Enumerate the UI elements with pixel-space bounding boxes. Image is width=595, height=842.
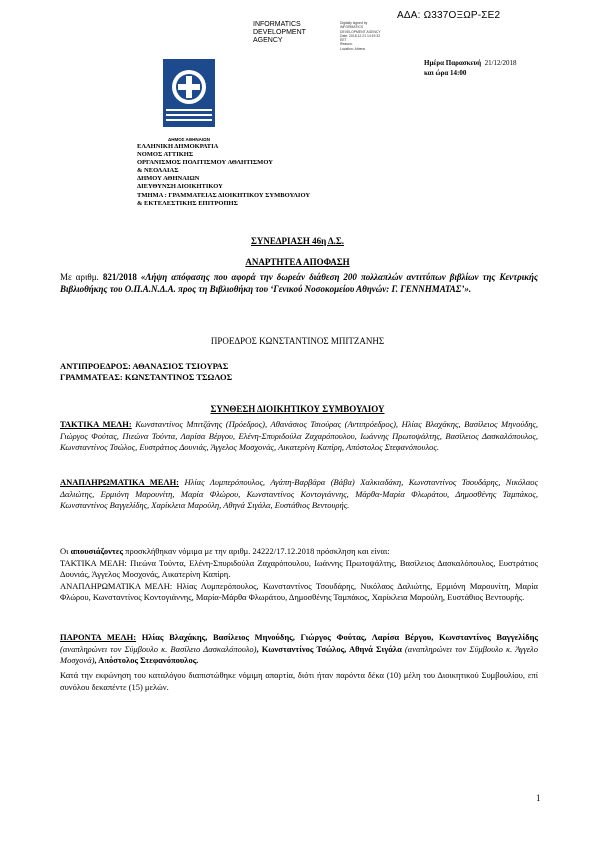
- ida-fine-line: Digitally signed by: [340, 21, 368, 25]
- absent-intro: προσκλήθηκαν νόμιμα με την αριθμ. 24222/17.12.2018 πρόσκληση και είναι:: [123, 546, 390, 556]
- absent-substitute-list: ΑΝΑΠΛΗΡΩΜΑΤΙΚΑ ΜΕΛΗ: Ηλίας Λυμπερόπουλος, Κωνσταντίνος Τσουδάρης, Νικόλαος Δαλιώτης, Ερμιόνη Μαρουνίτη, Μαρία Φλώρου, Κωνσταντίνος Κοντογιάννης, Μαρία-Μάρθα Φλωράτου, Δημοσθένης Ταμπάκος, Χαρίκλεια Μαρούλη, Ευστάθιος Βεντουρής.: [60, 580, 538, 602]
- secretary-line: ΓΡΑΜΜΑΤΕΑΣ: ΚΩΝΣΤΑΝΤΙΝΟΣ ΤΣΩΛΟΣ: [60, 372, 233, 382]
- ida-line-3: AGENCY: [253, 37, 283, 44]
- quorum-statement: Κατά την εκφώνηση του καταλόγου διαπιστώθηκε νόμιμη απαρτία, διότι ήταν παρόντα δέκα (10) μέλη του Διοικητικού Συμβουλίου, επί συνόλου δεκαπέντε (15) μελών.: [60, 670, 538, 692]
- meeting-date: 21/12/2018: [484, 59, 517, 67]
- regular-members-list: Κωνσταντίνος Μπιτζάνης (Πρόεδρος), Αθανάσιος Τσιούρας (Αντιπρόεδρος), Ηλίας Βλαχάκης, Βασίλειος Μηνούδης, Γιώργος Φούτας, Πιεώνα Τούντα, Λαρίσα Βέργου, Ελένη-Σπυριδούλα Ζαχαρόπουλου, Ιωάννης Πρωτοψάλτης, Βασίλειος Δασκαλόπουλος, Κωνσταντίνος Τσώλος, Ευστράτιος Δουνιάς, Άγγελος Μοσχονάς, Αικατερίνη Καπίρη, Απόστολος Στεφανόπουλος.: [60, 419, 538, 452]
- present-members: [60, 632, 538, 667]
- absent-label: απουσιάζοντες: [70, 546, 124, 556]
- president-line: ΠΡΟΕΔΡΟΣ ΚΩΝΣΤΑΝΤΙΝΟΣ ΜΠΙΤΖΑΝΗΣ: [210, 336, 385, 346]
- page-number: 1: [536, 793, 541, 803]
- decision-subject: «Λήψη απόφασης που αφορά την δωρεάν διάθεση 200 πολλαπλών αντιτύπων βιβλίων της Κεντρικής Βιβλιοθήκης του Ο.Π.Α.Ν.Δ.Α. προς τη Βιβλιοθήκη του ‘Γενικού Νοσοκομείου Αθηνών: Γ. ΓΕΝΝΗΜΑΤΑΣ’».: [60, 272, 538, 294]
- decision-number: 821/2018: [102, 272, 137, 282]
- regular-members: [60, 419, 538, 454]
- absent-lead: Οι: [60, 546, 71, 556]
- substitute-members-list: Ηλίας Λυμπερόπουλος, Αγάπη-Βαρβάρα (Βάβα) Χαλκιαδάκη, Κωνσταντίνος Τσουδάρης, Νικόλαος Δαλιώτης, Ερμιόνη Μαρουνίτη, Μαρία Φλώρου, Κωνσταντίνος Κοντογιάννης, Μάρθα-Μαρία Φλωράτου, Δημοσθένης Ταμπάκος, Κωνσταντίνος Βαγγελίδης, Χαρίκλεια Μαρούλη, Αθηνά Σιγάλα, Ευστάθιος Βεντουρής.: [60, 477, 539, 510]
- ida-line-2: DEVELOPMENT: [253, 29, 306, 36]
- present-names-2: , Κωνσταντίνος Τσώλος, Αθηνά Σιγάλα: [256, 643, 402, 654]
- issuer-line: ΔΗΜΟΥ ΑΘΗΝΑΙΩΝ: [137, 175, 200, 183]
- athens-seal-icon: [158, 57, 220, 131]
- meeting-time: και ώρα 14:00: [424, 69, 467, 77]
- board-heading: ΣΥΝΘΕΣΗ ΔΙΟΙΚΗΤΙΚΟΥ ΣΥΜΒΟΥΛΙΟΥ: [210, 404, 385, 414]
- ada-code: ΑΔΑ: Ω337ΟΞΩΡ-ΣΕ2: [397, 10, 501, 21]
- ida-fine-line: Reason:: [340, 42, 353, 47]
- present-names-1: Ηλίας Βλαχάκης, Βασίλειος Μηνούδης, Γιώργος Φούτας, Λαρίσα Βέργου, Κωνσταντίνος Βαγγελίδης: [136, 632, 538, 642]
- issuer-line: ΟΡΓΑΝΙΣΜΟΣ ΠΟΛΙΤΙΣΜΟΥ ΑΘΛΗΤΙΣΜΟΥ: [137, 159, 273, 167]
- officers-block: [60, 361, 232, 383]
- substitute-members: [60, 477, 538, 512]
- ida-signature-label: [253, 21, 306, 45]
- decision-heading: ΑΝΑΡΤΗΤΕΑ ΑΠΟΦΑΣΗ: [245, 257, 350, 267]
- ida-fine-line: INFORMATICS: [340, 25, 364, 30]
- decision-paragraph: [60, 272, 538, 295]
- substitute-members-label: ΑΝΑΠΛΗΡΩΜΑΤΙΚΑ ΜΕΛΗ:: [60, 477, 180, 487]
- meeting-day-label: Ημέρα Παρασκευή: [424, 59, 482, 67]
- ida-signature-details: [340, 21, 381, 51]
- session-title: ΣΥΝΕΔΡΙΑΣΗ 46η Δ.Σ.: [250, 236, 345, 246]
- present-note-1: (αναπληρώνει τον Σύμβουλο κ. Βασίλειο Δασκαλόπουλο): [60, 643, 257, 654]
- present-note-2: (αναπληρώνει τον Σύμβουλο κ. Άγγελο Μοσχονά): [60, 643, 538, 665]
- issuer-line: ΝΟΜΟΣ ΑΤΤΙΚΗΣ: [137, 151, 194, 159]
- issuer-block: [137, 143, 310, 208]
- absent-regular-list: ΤΑΚΤΙΚΑ ΜΕΛΗ: Πιεώνα Τούντα, Ελένη-Σπυριδούλα Ζαχαρόπουλου, Ιωάννης Πρωτοψάλτης, Βασίλειος Δασκαλόπουλος, Ευστράτιος Δουνιάς, Άγγελος Μοσχονάς, Αικατερίνη Καπίρη.: [60, 557, 538, 579]
- decision-prefix: Με αριθμ.: [60, 272, 103, 282]
- ida-fine-line: EET: [340, 38, 347, 43]
- issuer-line: ΕΛΛΗΝΙΚΗ ΔΗΜΟΚΡΑΤΙΑ: [137, 143, 219, 150]
- ida-fine-line: Location: Athens: [340, 46, 366, 51]
- ida-fine-line: DEVELOPMENT AGENCY: [340, 29, 381, 34]
- issuer-line: ΔΙΕΥΘΥΝΣΗ ΔΙΟΙΚΗΤΙΚΟΥ: [137, 183, 223, 191]
- vice-president-line: ΑΝΤΙΠΡΟΕΔΡΟΣ: ΑΘΑΝΑΣΙΟΣ ΤΣΙΟΥΡΑΣ: [60, 361, 229, 371]
- present-members-label: ΠΑΡΟΝΤΑ ΜΕΛΗ:: [60, 632, 137, 642]
- ida-fine-line: Date: 2018.12.21 14:19:32: [340, 33, 381, 38]
- regular-members-label: ΤΑΚΤΙΚΑ ΜΕΛΗ:: [60, 419, 132, 429]
- municipality-logo: [158, 57, 220, 142]
- issuer-line: & ΕΚΤΕΛΕΣΤΙΚΗΣ ΕΠΙΤΡΟΠΗΣ: [137, 199, 238, 207]
- present-names-3: , Απόστολος Στεφανόπουλος.: [94, 655, 199, 665]
- logo-caption: ΔΗΜΟΣ ΑΘΗΝΑΙΩΝ: [167, 137, 210, 142]
- issuer-line: & ΝΕΟΛΑΙΑΣ: [137, 167, 179, 175]
- ida-line-1: INFORMATICS: [253, 21, 301, 28]
- issuer-line: ΤΜΗΜΑ : ΓΡΑΜΜΑΤΕΙΑΣ ΔΙΟΙΚΗΤΙΚΟΥ ΣΥΜΒΟΥΛΙΟΥ: [137, 191, 311, 199]
- meeting-datetime: [424, 58, 517, 78]
- absent-members: [60, 546, 538, 604]
